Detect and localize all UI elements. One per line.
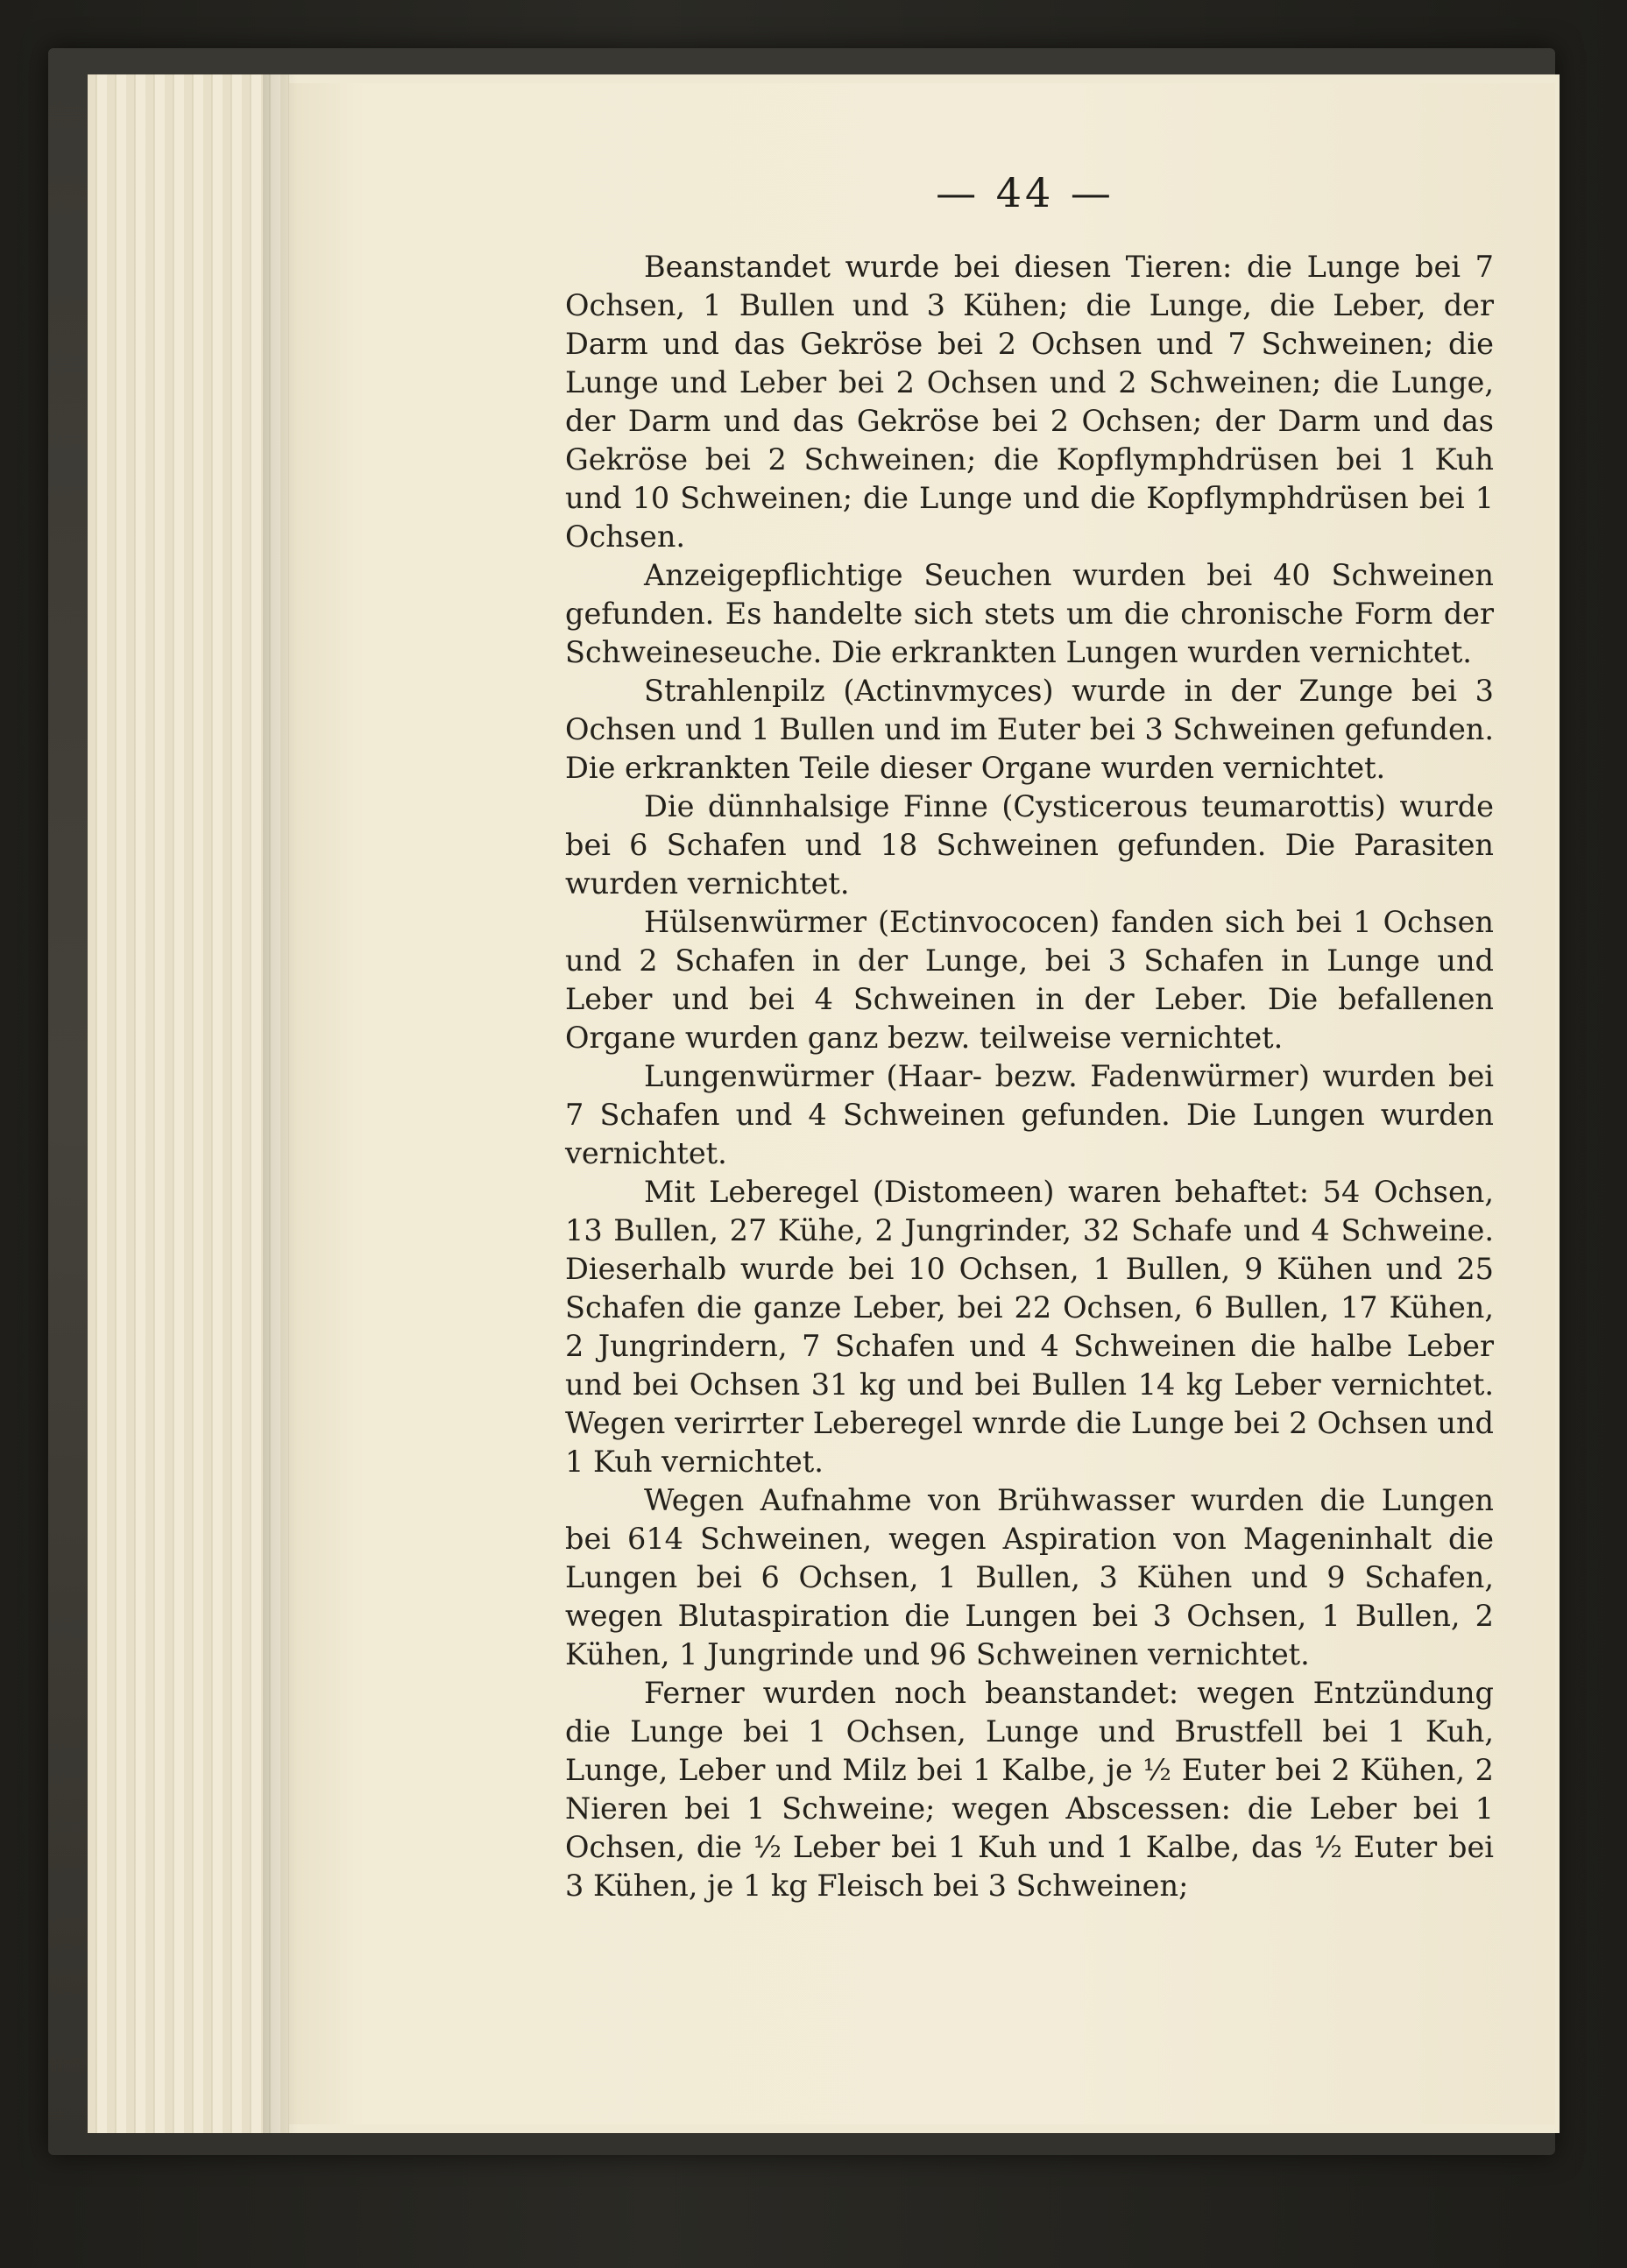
paragraph-liver-fluke: Mit Leberegel (Distomeen) waren behaftet: 54 Ochsen, 13 Bullen, 27 Kühe, 2 Jungrinder, 32 Schafe und 4 Schweine. Dieserhalb wurde bei 10 Ochsen, 1 Bullen, 9 Kühen und 25 Schafen die ganze Leber, bei 22 Ochsen, 6 Bullen, 17 Kühen, 2 Jungrindern, 7 Schafen und 4 Schweinen die halbe Leber und bei Ochsen 31 kg und bei Bullen 14 kg Leber vernichtet. Wegen verirrter Leberegel wnrde die Lunge bei 2 Ochsen und 1 Kuh vernichtet. <box>565 1175 1494 1479</box>
paragraph-epidemics: Anzeigepflichtige Seuchen wurden bei 40 Schweinen gefunden. Es handelte sich stets um die chronische Form der Schweineseuche. Die erkrankten Lungen wurden vernichtet. <box>565 558 1494 669</box>
body-text <box>565 248 1494 1905</box>
paragraph-echinococcus: Hülsenwürmer (Ectinvococen) fanden sich bei 1 Ochsen und 2 Schafen in der Lunge, bei 3 Schafen in Lunge und Leber und bei 4 Schweinen in der Leber. Die befallenen Organe wurden ganz bezw. teilweise vernichtet. <box>565 905 1494 1055</box>
paragraph-findings: Beanstandet wurde bei diesen Tieren: die Lunge bei 7 Ochsen, 1 Bullen und 3 Kühen; die Lunge, die Leber, der Darm und das Gekröse bei 2 Ochsen und 7 Schweinen; die Lunge und Leber bei 2 Ochsen und 2 Schweinen; die Lunge, der Darm und das Gekröse bei 2 Ochsen; der Darm und das Gekröse bei 2 Schweinen; die Kopflymphdrüsen bei 1 Kuh und 10 Schweinen; die Lunge und die Kopflymphdrüsen bei 1 Ochsen. <box>565 250 1494 554</box>
paragraph-actinomyces: Strahlenpilz (Actinvmyces) wurde in der Zunge bei 3 Ochsen und 1 Bullen und im Euter bei 3 Schweinen gefunden. Die erkrankten Teile dieser Organe wurden vernichtet. <box>565 674 1494 785</box>
page-edges <box>88 74 289 2133</box>
paragraph-lungworms: Lungenwürmer (Haar- bezw. Fadenwürmer) wurden bei 7 Schafen und 4 Schweinen gefunden. Die Lungen wurden vernichtet. <box>565 1059 1494 1170</box>
paragraph-further: Ferner wurden noch beanstandet: wegen Entzündung die Lunge bei 1 Ochsen, Lunge und Brustfell bei 1 Kuh, Lunge, Leber und Milz bei 1 Kalbe, je ½ Euter bei 2 Kühen, 2 Nieren bei 1 Schweine; wegen Abscessen: die Leber bei 1 Ochsen, die ½ Leber bei 1 Kuh und 1 Kalbe, das ½ Euter bei 3 Kühen, je 1 kg Fleisch bei 3 Schweinen; <box>565 1676 1494 1903</box>
paragraph-aspiration: Wegen Aufnahme von Brühwasser wurden die Lungen bei 614 Schweinen, wegen Aspiration von Mageninhalt die Lungen bei 6 Ochsen, 1 Bullen, 3 Kühen und 9 Schafen, wegen Blutaspiration die Lungen bei 3 Ochsen, 1 Bullen, 2 Kühen, 1 Jungrinde und 96 Schweinen vernichtet. <box>565 1483 1494 1671</box>
page-number: — 44 — <box>936 169 1114 216</box>
paragraph-cysticercus: Die dünnhalsige Finne (Cysticerous teumarottis) wurde bei 6 Schafen und 18 Schweinen gefunden. Die Parasiten wurden vernichtet. <box>565 789 1494 901</box>
gutter-shadow <box>263 74 298 2133</box>
